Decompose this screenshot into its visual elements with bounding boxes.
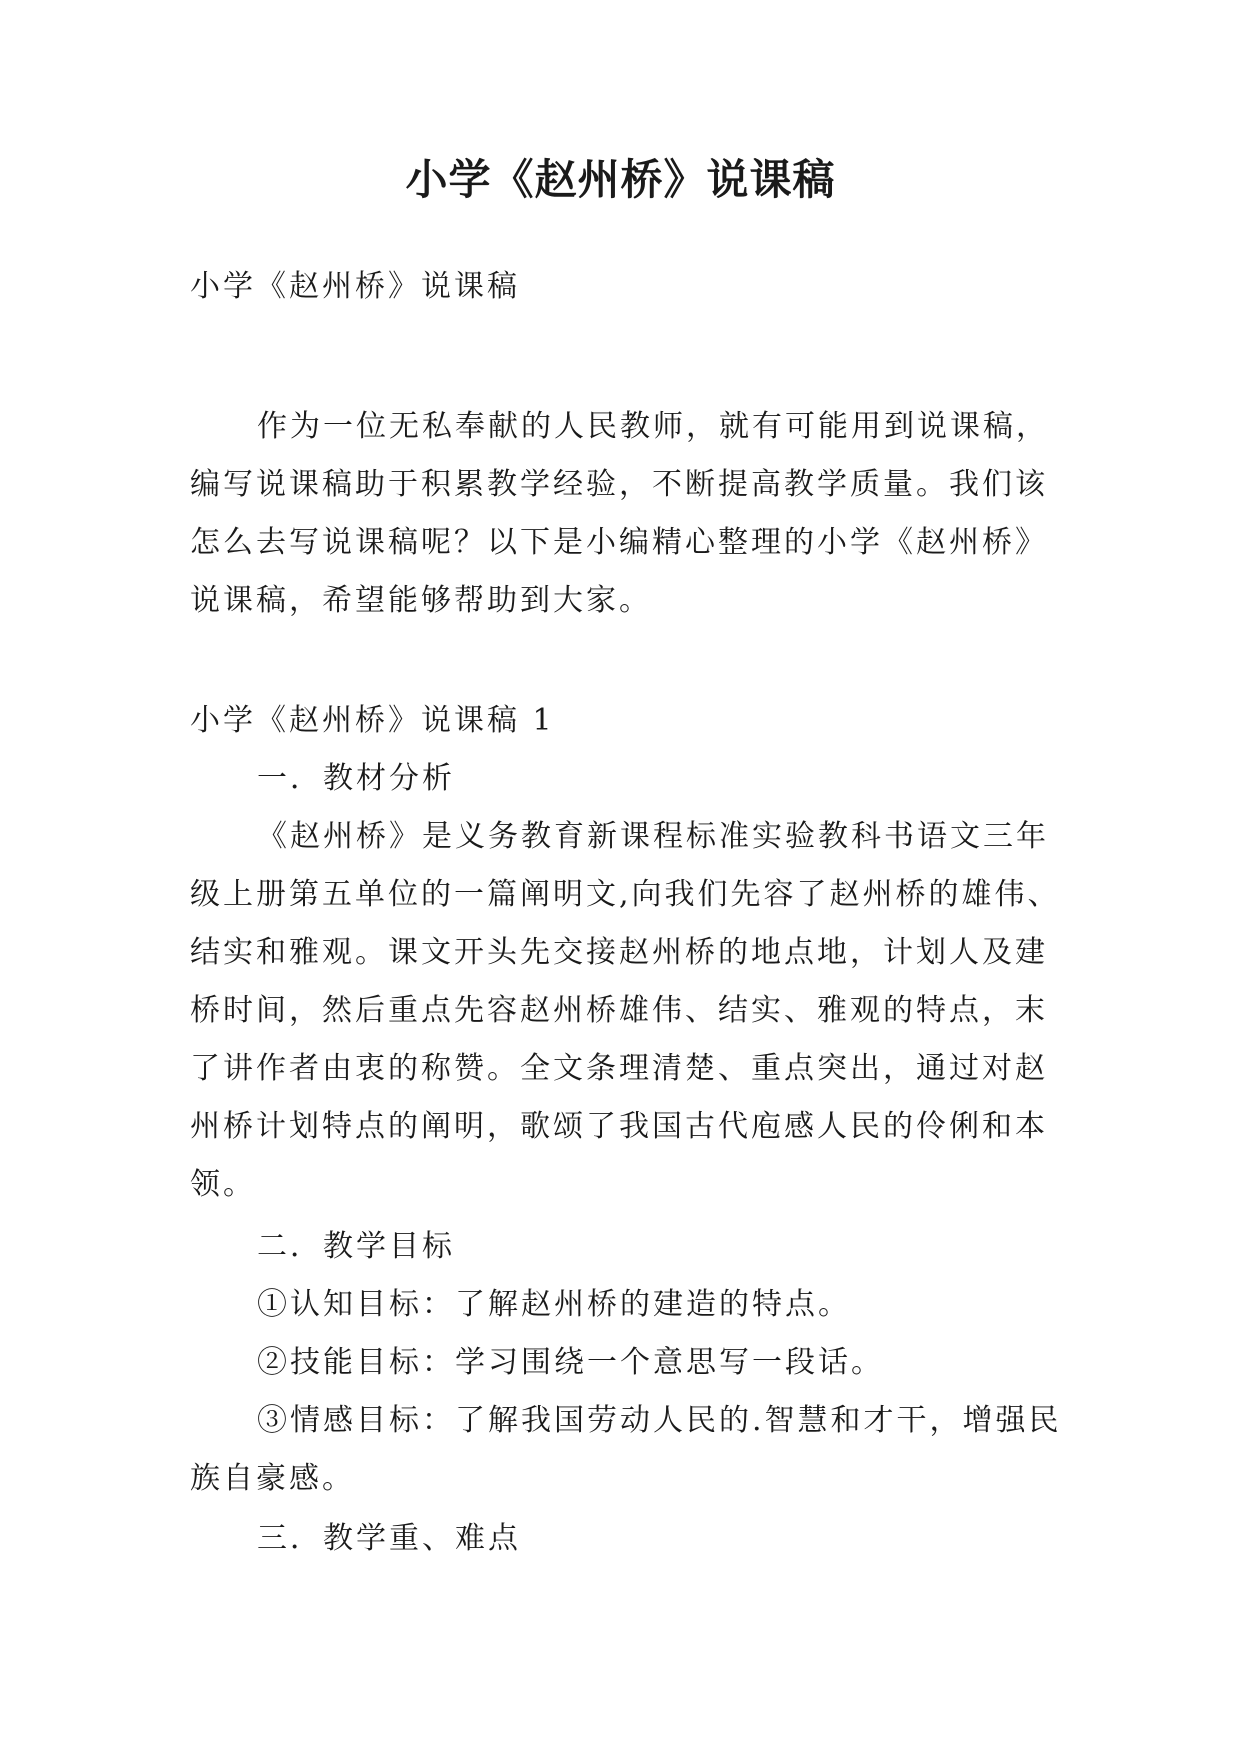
heading-teaching-goals: 二．教学目标 (257, 1229, 455, 1264)
heading-key-difficult-points: 三．教学重、难点 (257, 1521, 521, 1556)
document-subtitle: 小学《赵州桥》说课稿 (190, 269, 520, 304)
section-title: 小学《赵州桥》说课稿 1 (190, 703, 555, 738)
intro-paragraph: 作为一位无私奉献的人民教师，就有可能用到说课稿，编写说课稿助于积累教学经验，不断提高教学质量。我们该怎么去写说课稿呢？以下是小编精心整理的小学《赵州桥》说课稿，希望能够帮助到大家。 (190, 409, 1049, 618)
goal-skill: ②技能目标：学习围绕一个意思写一段话。 (257, 1345, 884, 1380)
goal-emotional: ③情感目标：了解我国劳动人民的.智慧和才干，增强民族自豪感。 (190, 1403, 1062, 1496)
goal-cognitive: ①认知目标：了解赵州桥的建造的特点。 (257, 1287, 851, 1322)
textbook-analysis-paragraph: 《赵州桥》是义务教育新课程标准实验教科书语文三年级上册第五单位的一篇阐明文,向我们先容了赵州桥的雄伟、结实和雅观。课文开头先交接赵州桥的地点地，计划人及建桥时间，然后重点先容赵州桥雄伟、结实、雅观的特点，末了讲作者由衷的称赞。全文条理清楚、重点突出，通过对赵州桥计划特点的阐明，歌颂了我国古代庖感人民的伶俐和本领。 (190, 819, 1061, 1202)
heading-textbook-analysis: 一．教材分析 (257, 761, 455, 796)
document-title: 小学《赵州桥》说课稿 (405, 155, 836, 204)
